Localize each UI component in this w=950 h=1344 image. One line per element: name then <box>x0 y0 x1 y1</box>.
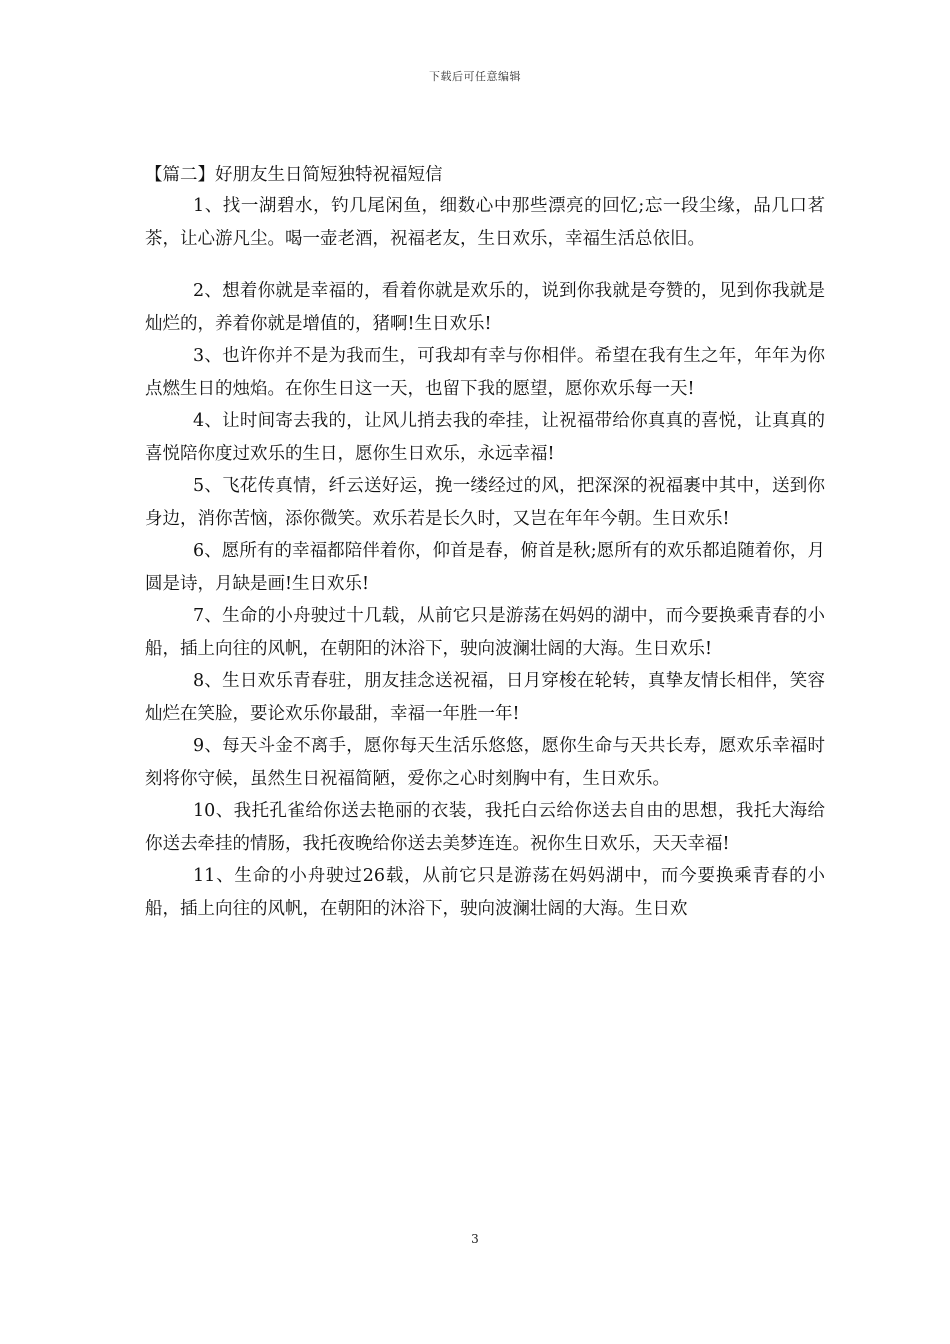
document-body <box>145 160 825 925</box>
paragraph-4: 4、让时间寄去我的，让风儿捎去我的牵挂，让祝福带给你真真的喜悦，让真真的喜悦陪你度过欢乐的生日，愿你生日欢乐，永远幸福! <box>145 411 825 464</box>
paragraph-spacer <box>145 255 825 275</box>
paragraph-8: 8、生日欢乐青春驻，朋友挂念送祝福，日月穿梭在轮转，真挚友情长相伴，笑容灿烂在笑脸，要论欢乐你最甜，幸福一年胜一年! <box>145 671 825 724</box>
paragraph-1: 1、找一湖碧水，钓几尾闲鱼，细数心中那些漂亮的回忆;忘一段尘缘，品几口茗茶，让心游凡尘。喝一壶老酒，祝福老友，生日欢乐，幸福生活总依旧。 <box>145 196 825 249</box>
paragraph-10: 10、我托孔雀给你送去艳丽的衣装，我托白云给你送去自由的思想，我托大海给你送去牵挂的情肠，我托夜晚给你送去美梦连连。祝你生日欢乐，天天幸福! <box>145 801 825 854</box>
paragraph-6: 6、愿所有的幸福都陪伴着你，仰首是春，俯首是秋;愿所有的欢乐都追随着你，月圆是诗，月缺是画!生日欢乐! <box>145 541 825 594</box>
paragraph-7: 7、生命的小舟驶过十几载，从前它只是游荡在妈妈的湖中，而今要换乘青春的小船，插上向往的风帆，在朝阳的沐浴下，驶向波澜壮阔的大海。生日欢乐! <box>145 606 825 659</box>
paragraph-3: 3、也许你并不是为我而生，可我却有幸与你相伴。希望在我有生之年，年年为你点燃生日的烛焰。在你生日这一天，也留下我的愿望，愿你欢乐每一天! <box>145 346 825 399</box>
paragraph-9: 9、每天斗金不离手，愿你每天生活乐悠悠，愿你生命与天共长寿，愿欢乐幸福时刻将你守候，虽然生日祝福简陋，爱你之心时刻胸中有，生日欢乐。 <box>145 736 825 789</box>
paragraph-2: 2、想着你就是幸福的，看着你就是欢乐的，说到你我就是夸赞的，见到你我就是灿烂的，养着你就是增值的，猪啊!生日欢乐! <box>145 281 825 334</box>
page-number: 3 <box>471 1232 479 1246</box>
paragraph-5: 5、飞花传真情，纤云送好运，挽一缕经过的风，把深深的祝福裹中其中，送到你身边，消你苦恼，添你微笑。欢乐若是长久时，又岂在年年今朝。生日欢乐! <box>145 476 825 529</box>
page-header: 下载后可任意编辑 <box>429 70 521 83</box>
section-heading: 【篇二】好朋友生日简短独特祝福短信 <box>145 165 443 185</box>
paragraph-11: 11、生命的小舟驶过26载，从前它只是游荡在妈妈湖中，而今要换乘青春的小船，插上向往的风帆，在朝阳的沐浴下，驶向波澜壮阔的大海。生日欢 <box>145 866 825 919</box>
